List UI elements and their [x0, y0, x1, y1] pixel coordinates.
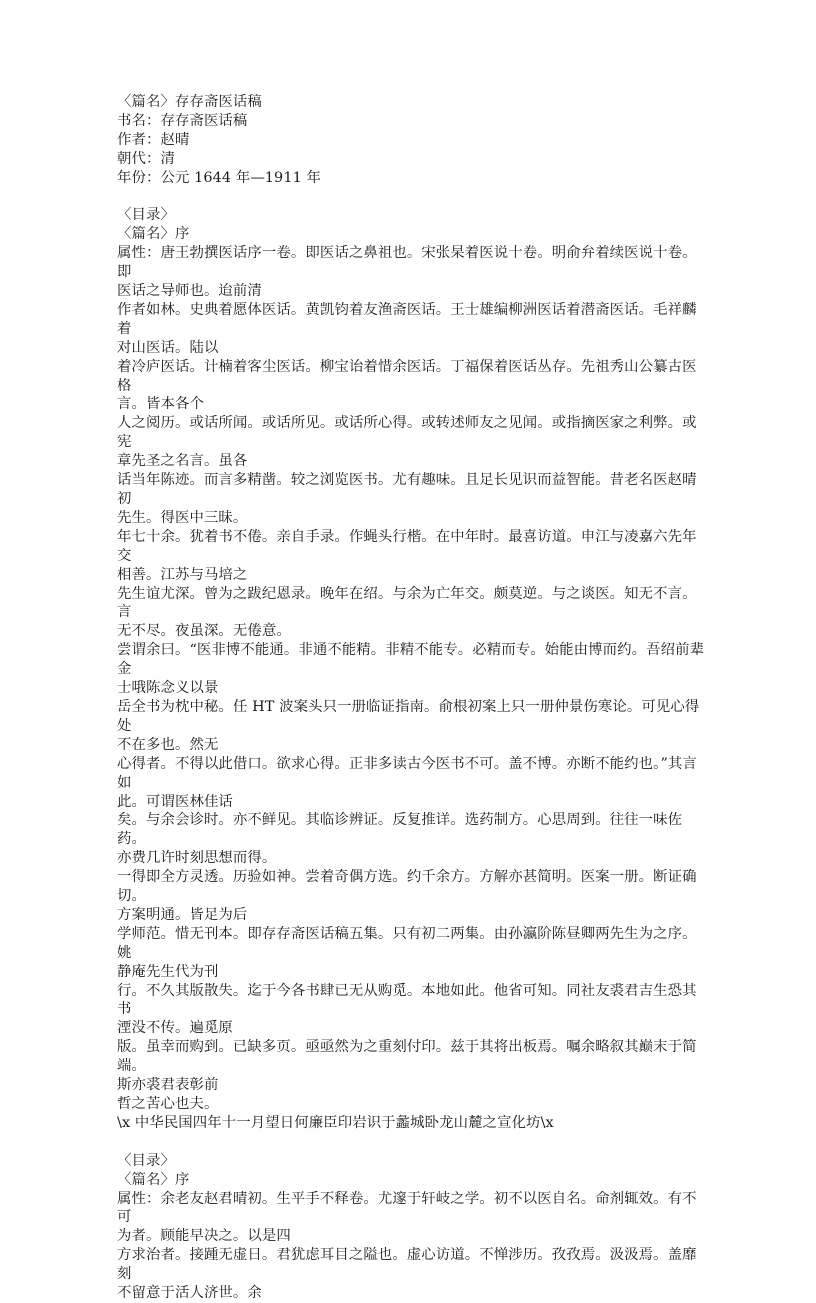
section-preface-1 [117, 206, 707, 1132]
text-line: 不在多也。然无 [117, 736, 219, 753]
section-preface-2 [117, 1152, 707, 1303]
toc-marker: 〈目录〉 [117, 1152, 175, 1169]
text-line: 章先圣之名言。虽各 [117, 453, 248, 470]
text-line: 相善。江苏与马培之 [117, 566, 248, 583]
text-line: 此。可谓医林佳话 [117, 793, 233, 810]
text-line: 医话之导师也。迨前清 [117, 283, 262, 300]
chapter-title: 〈篇名〉序 [117, 1171, 190, 1188]
dynasty: 朝代：清 [117, 150, 175, 167]
chapter-title: 〈篇名〉序 [117, 226, 190, 243]
text-line: 哲之苦心也夫。 [117, 1096, 219, 1113]
text-line: 士哦陈念义以景 [117, 680, 219, 697]
document-page [117, 93, 707, 1303]
text-line: 岳全书为枕中秘。任 HT 波案头只一册临证指南。俞根初案上只一册仲景伤寒论。可见心得处 [117, 698, 700, 734]
text-line: 属性：唐王勃撰医话序一卷。即医话之鼻祖也。宋张杲着医说十卷。明俞弁着续医说十卷。即 [117, 245, 697, 281]
text-line: 作者如林。史典着愿体医话。黄凯钧着友渔斋医话。王士雄编柳洲医话着潜斋医话。毛祥麟着 [117, 301, 697, 337]
text-line: 湮没不传。遍觅原 [117, 1020, 233, 1037]
title-line: 〈篇名〉存存斋医话稿 [117, 94, 262, 110]
text-line: 学师范。惜无刊本。即存存斋医话稿五集。只有初二两集。由孙瀛阶陈昼卿两先生为之序。姚 [117, 925, 697, 961]
text-line: 心得者。不得以此借口。欲求心得。正非多读古今医书不可。盖不博。亦断不能约也。”其言如 [117, 755, 697, 791]
text-line: 年七十余。犹着书不倦。亲自手录。作蝇头行楷。在中年时。最喜访道。申江与凌嘉六先年交 [117, 528, 697, 564]
signature-line: \x 中华民国四年十一月望日何廉臣印岩识于蠡城卧龙山麓之宣化坊\x [117, 1114, 554, 1131]
text-line: 人之阅历。或话所闻。或话所见。或话所心得。或转述师友之见闻。或指摘医家之利弊。或宪 [117, 415, 697, 451]
text-line: 不留意于活人济世。余 [117, 1285, 262, 1302]
text-line: 属性：余老友赵君晴初。生平手不释卷。尤邃于轩岐之学。初不以医自名。命剂辄效。有不可 [117, 1190, 697, 1226]
text-line: 言。皆本各个 [117, 396, 204, 413]
text-line: 方案明通。皆足为后 [117, 906, 248, 923]
text-line: 静庵先生代为刊 [117, 963, 219, 980]
text-line: 先生。得医中三昧。 [117, 509, 248, 526]
text-line: 矣。与余会诊时。亦不鲜见。其临诊辨证。反复推详。选药制方。心思周到。往往一味佐药。 [117, 812, 683, 848]
text-line: 着冷庐医话。计楠着客尘医话。柳宝诒着惜余医话。丁福保着医话丛存。先祖秀山公纂古医格 [117, 358, 697, 394]
spacer [117, 188, 707, 207]
years: 年份：公元 1644 年—1911 年 [117, 169, 321, 186]
text-line: 一得即全方灵透。历验如神。尝着奇偶方选。约千余方。方解亦甚简明。医案一册。断证确切。 [117, 869, 697, 905]
text-line: 为者。顾能早决之。以是四 [117, 1228, 291, 1245]
text-line: 方求治者。接踵无虚日。君犹虑耳目之隘也。虚心访道。不惮涉历。孜孜焉。汲汲焉。盖靡刻 [117, 1247, 697, 1283]
document-header [117, 93, 707, 188]
author: 作者：赵晴 [117, 131, 190, 148]
text-line: 斯亦裘君表彰前 [117, 1077, 219, 1094]
toc-marker: 〈目录〉 [117, 207, 175, 224]
text-line: 版。虽幸而购到。已缺多页。亟亟然为之重刻付印。兹于其将出板焉。嘱余略叙其巅末于简端。 [117, 1039, 697, 1075]
text-line: 对山医话。陆以 [117, 339, 219, 356]
spacer [117, 1133, 707, 1152]
text-line: 亦费几许时刻思想而得。 [117, 850, 277, 867]
book-name: 书名：存存斋医话稿 [117, 112, 248, 129]
text-line: 尝谓余曰。“医非博不能通。非通不能精。非精不能专。必精而专。始能由博而约。吾绍前辈金 [117, 642, 705, 678]
text-line: 无不尽。夜虽深。无倦意。 [117, 623, 291, 640]
text-line: 先生谊尤深。曾为之跋纪恩录。晚年在绍。与余为亡年交。颇莫逆。与之谈医。知无不言。言 [117, 585, 697, 621]
text-line: 话当年陈迹。而言多精凿。较之浏览医书。尤有趣味。且足长见识而益智能。昔老名医赵晴初 [117, 472, 697, 508]
text-line: 行。不久其版散失。迄于今各书肆已无从购觅。本地如此。他省可知。同社友裘君吉生恐其书 [117, 982, 697, 1018]
